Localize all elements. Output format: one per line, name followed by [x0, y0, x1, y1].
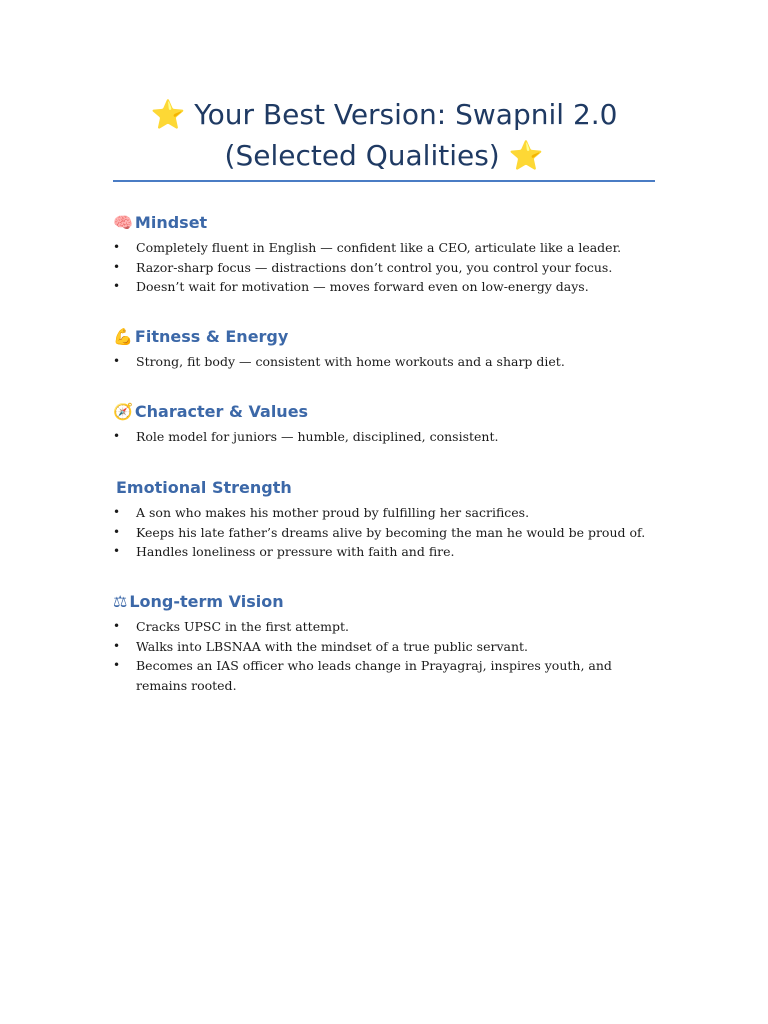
list-item-text: Strong, fit body — consistent with home workouts and a sharp diet. — [136, 354, 565, 369]
list-item — [113, 656, 646, 695]
bullet-icon: • — [113, 240, 121, 254]
bullet-list — [113, 617, 673, 695]
list-item-text: Completely fluent in English — confident like a CEO, articulate like a leader. — [136, 240, 622, 255]
list-item-text: Doesn’t wait for motivation — moves forward even on low-energy days. — [136, 279, 589, 294]
list-item-text: Role model for juniors — humble, disciplined, consistent. — [136, 429, 499, 444]
bullet-icon: • — [113, 619, 121, 633]
list-item-text: Handles loneliness or pressure with faith and fire. — [136, 544, 455, 559]
bullet-icon: • — [113, 354, 121, 368]
list-item — [113, 617, 646, 637]
section-heading-text: Mindset — [134, 213, 208, 232]
bullet-list — [113, 238, 673, 297]
bullet-list — [113, 503, 673, 562]
list-item-text: Becomes an IAS officer who leads change in Prayagraj, inspires youth, and remains rooted. — [136, 658, 612, 693]
brain-icon: 🧠 — [113, 213, 133, 232]
section-mindset — [113, 213, 673, 297]
list-item-text: A son who makes his mother proud by fulfilling her sacrifices. — [136, 505, 530, 520]
list-item — [113, 542, 646, 562]
bullet-icon: • — [113, 544, 121, 558]
compass-icon: 🧭 — [113, 402, 133, 421]
scales-icon: ⚖ — [113, 592, 128, 611]
bullet-list — [113, 352, 673, 372]
list-item — [113, 258, 646, 278]
list-item — [113, 277, 646, 297]
section-heading — [113, 327, 673, 347]
title-line-1: ⭐ Your Best Version: Swapnil 2.0 — [150, 98, 618, 131]
section-heading — [113, 478, 673, 498]
flexed-arm-icon: 💪 — [113, 327, 133, 346]
list-item — [113, 523, 646, 543]
bullet-icon: • — [113, 658, 121, 672]
list-item — [113, 503, 646, 523]
title-underline — [113, 180, 655, 182]
section-heading-text: Fitness & Energy — [134, 327, 289, 346]
bullet-icon: • — [113, 638, 121, 653]
list-item-text: Cracks UPSC in the first attempt. — [136, 619, 349, 634]
list-item — [113, 637, 646, 657]
section-heading — [113, 402, 673, 422]
list-item-text: Razor-sharp focus — distractions don’t control you, you control your focus. — [136, 259, 613, 275]
title-line-2: (Selected Qualities) ⭐ — [224, 139, 544, 172]
section-fitness — [113, 327, 673, 372]
bullet-list — [113, 427, 673, 447]
section-emotional — [113, 478, 673, 562]
list-item — [113, 352, 646, 372]
section-heading-text: Character & Values — [134, 402, 309, 421]
section-heading-text: Long-term Vision — [129, 592, 284, 611]
section-character — [113, 402, 673, 447]
bullet-icon: • — [113, 429, 121, 443]
page-title — [113, 94, 655, 176]
section-heading-text: Emotional Strength — [116, 478, 292, 497]
bullet-icon: • — [113, 279, 121, 293]
bullet-icon: • — [113, 505, 121, 519]
list-item-text: Walks into LBSNAA with the mindset of a true public servant. — [136, 638, 529, 654]
list-item — [113, 238, 646, 258]
section-vision — [113, 592, 673, 695]
list-item — [113, 427, 646, 447]
bullet-icon: • — [113, 259, 121, 274]
section-heading — [113, 213, 673, 233]
section-heading — [113, 592, 673, 612]
bullet-icon: • — [113, 524, 121, 539]
list-item-text: Keeps his late father’s dreams alive by becoming the man he would be proud of. — [136, 524, 646, 540]
